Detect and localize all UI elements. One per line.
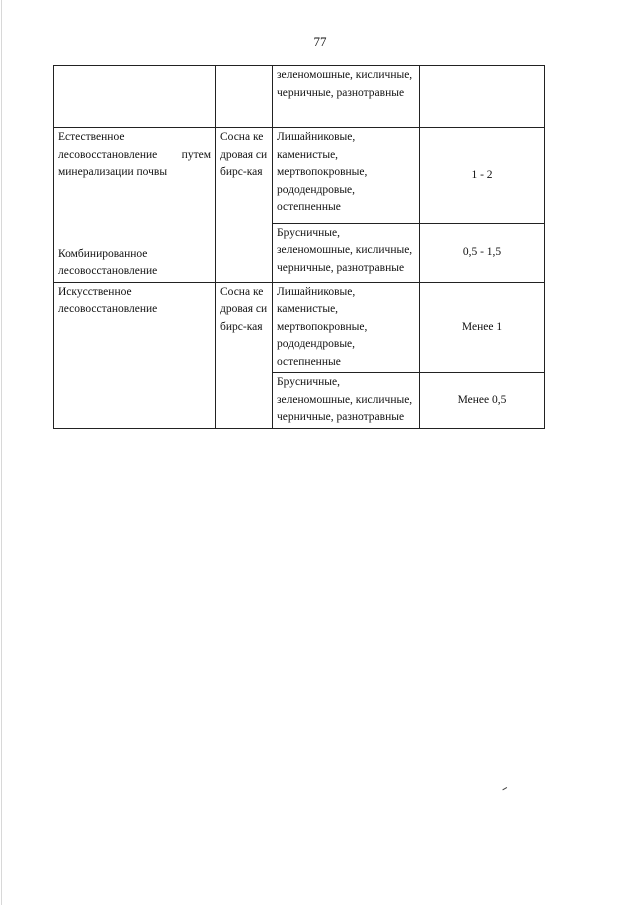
page-number: 77 xyxy=(313,34,327,49)
value-cell: Менее 1 xyxy=(420,282,545,373)
species-cell xyxy=(216,66,273,128)
table-row xyxy=(54,66,545,128)
forest-type-cell: Брусничные, зеленомошные, кисличные, черничные, разнотравные xyxy=(273,223,420,282)
forest-type-cell: Лишайниковые, каменистые, мертвопокровные, рододендровые, остепненные xyxy=(273,282,420,373)
method-natural: Естественное лесовосстановление путем минерализации почвы xyxy=(58,131,211,178)
forest-restoration-table xyxy=(53,65,545,429)
value-cell: Менее 0,5 xyxy=(420,373,545,429)
method-cell xyxy=(54,282,216,428)
method-combined: Комбинированное лесовосстановление xyxy=(58,247,158,277)
value-cell: 0,5 - 1,5 xyxy=(420,223,545,282)
species-cell: Сосна кедровая сибирс-кая xyxy=(216,128,273,283)
method-cell xyxy=(54,128,216,283)
value-cell: 1 - 2 xyxy=(420,128,545,224)
method-artificial: Искусственное лесовосстановление xyxy=(58,285,158,315)
forest-type-cell: зеленомошные, кисличные, черничные, разнотравные xyxy=(273,66,420,128)
value-cell xyxy=(420,66,545,128)
forest-type-cell: Брусничные, зеленомошные, кисличные, черничные, разнотравные xyxy=(273,373,420,429)
forest-type-cell: Лишайниковые, каменистые, мертвопокровные, рододендровые, остепненные xyxy=(273,128,420,224)
page-edge xyxy=(1,0,2,905)
method-cell xyxy=(54,66,216,128)
species-cell: Сосна кедровая сибирс-кая xyxy=(216,282,273,428)
table-row xyxy=(54,282,545,373)
table-row xyxy=(54,128,545,224)
scan-mark xyxy=(502,787,508,793)
